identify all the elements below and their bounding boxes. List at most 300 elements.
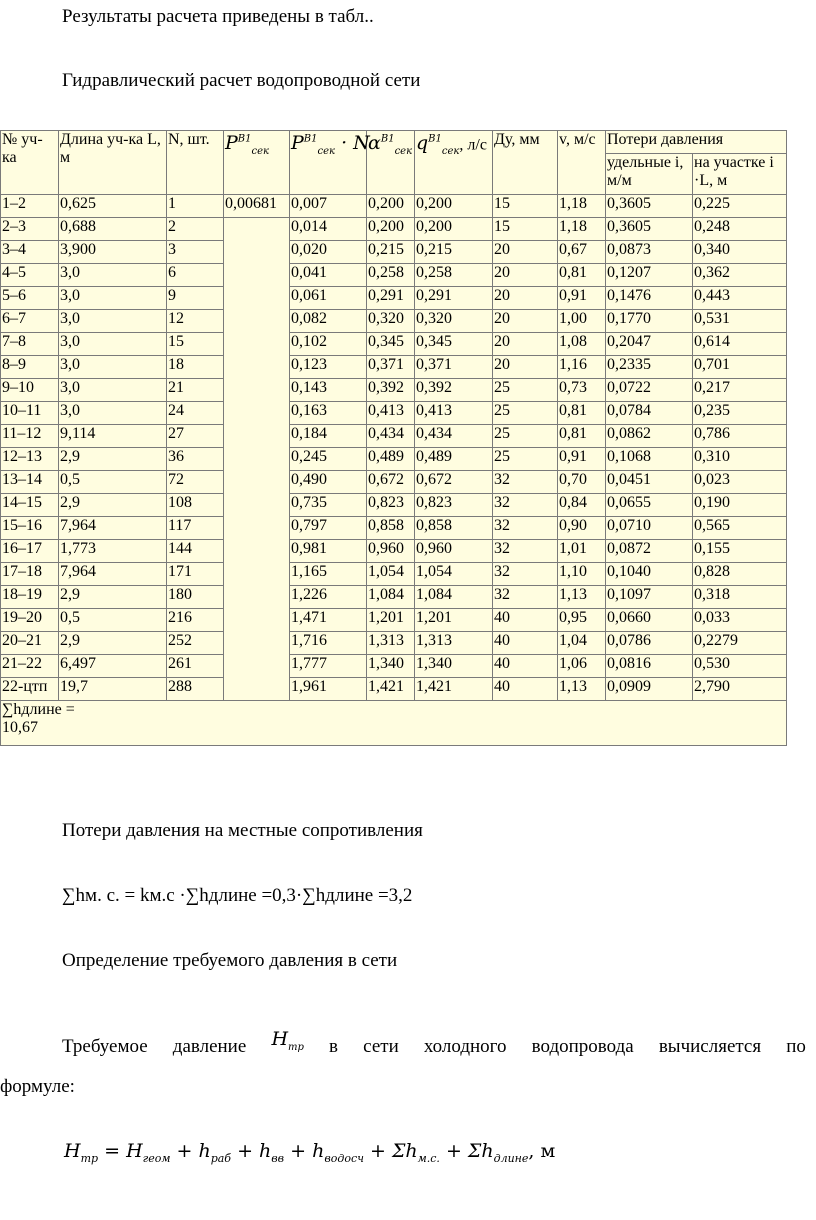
cell-count: 144 — [167, 540, 224, 563]
cell-p-value — [224, 678, 290, 701]
cell-section-loss: 0,362 — [693, 264, 787, 287]
cell-velocity: 1,00 — [558, 310, 606, 333]
cell-velocity: 1,04 — [558, 632, 606, 655]
cell-specific-loss: 0,0722 — [606, 379, 693, 402]
cell-p-value — [224, 241, 290, 264]
cell-pn: 0,184 — [290, 425, 367, 448]
cell-p-value — [224, 494, 290, 517]
cell-section-loss: 0,190 — [693, 494, 787, 517]
cell-diameter: 32 — [493, 494, 558, 517]
cell-pn: 0,014 — [290, 218, 367, 241]
cell-specific-loss: 0,1097 — [606, 586, 693, 609]
cell-section: 18–19 — [1, 586, 59, 609]
header-diameter: Ду, мм — [493, 131, 558, 195]
cell-flow: 1,054 — [415, 563, 493, 586]
cell-flow: 0,291 — [415, 287, 493, 310]
header-pn-product: $P^{В1}_{сек} \cdot N$ — [290, 131, 367, 195]
cell-section: 11–12 — [1, 425, 59, 448]
cell-velocity: 1,06 — [558, 655, 606, 678]
cell-section: 8–9 — [1, 356, 59, 379]
cell-diameter: 40 — [493, 609, 558, 632]
cell-length: 3,900 — [59, 241, 167, 264]
cell-length: 0,625 — [59, 195, 167, 218]
word: вычисляется — [658, 1036, 762, 1057]
cell-velocity: 0,91 — [558, 287, 606, 310]
cell-pn: 0,163 — [290, 402, 367, 425]
table-row — [1, 471, 787, 494]
cell-diameter: 25 — [493, 402, 558, 425]
cell-specific-loss: 0,3605 — [606, 195, 693, 218]
cell-section-loss: 0,614 — [693, 333, 787, 356]
cell-p-value — [224, 609, 290, 632]
header-velocity: v, м/с — [558, 131, 606, 195]
cell-length: 3,0 — [59, 356, 167, 379]
cell-flow: 1,421 — [415, 678, 493, 701]
cell-flow: 0,215 — [415, 241, 493, 264]
cell-p-value — [224, 425, 290, 448]
cell-p-value — [224, 655, 290, 678]
cell-alpha: 1,054 — [367, 563, 415, 586]
cell-diameter: 25 — [493, 448, 558, 471]
cell-specific-loss: 0,2047 — [606, 333, 693, 356]
cell-flow: 0,371 — [415, 356, 493, 379]
cell-specific-loss: 0,1068 — [606, 448, 693, 471]
cell-pn: 0,082 — [290, 310, 367, 333]
cell-count: 9 — [167, 287, 224, 310]
word: Требуемое — [62, 1036, 148, 1057]
cell-pn: 0,245 — [290, 448, 367, 471]
cell-flow: 0,960 — [415, 540, 493, 563]
cell-p-value — [224, 379, 290, 402]
cell-diameter: 25 — [493, 379, 558, 402]
cell-length: 2,9 — [59, 448, 167, 471]
cell-specific-loss: 0,0909 — [606, 678, 693, 701]
cell-length: 6,497 — [59, 655, 167, 678]
cell-section-loss: 0,155 — [693, 540, 787, 563]
cell-p-value — [224, 563, 290, 586]
cell-section-loss: 0,340 — [693, 241, 787, 264]
cell-count: 21 — [167, 379, 224, 402]
cell-velocity: 0,91 — [558, 448, 606, 471]
cell-diameter: 15 — [493, 218, 558, 241]
cell-section: 6–7 — [1, 310, 59, 333]
table-row — [1, 310, 787, 333]
cell-specific-loss: 0,0660 — [606, 609, 693, 632]
cell-p-value: 0,00681 — [224, 195, 290, 218]
word: водопровода — [531, 1036, 634, 1057]
local-losses-formula: ∑hм. с. = kм.с ·∑hдлине =0,3·∑hдлине =3,2 — [62, 885, 413, 906]
cell-alpha: 0,200 — [367, 218, 415, 241]
cell-section: 19–20 — [1, 609, 59, 632]
header-length: Длина уч-ка L, м — [59, 131, 167, 195]
cell-length: 0,688 — [59, 218, 167, 241]
header-p-probability: $P^{В1}_{сек}$ — [224, 131, 290, 195]
cell-pn: 0,020 — [290, 241, 367, 264]
cell-flow: 0,434 — [415, 425, 493, 448]
cell-specific-loss: 0,0872 — [606, 540, 693, 563]
table-row — [1, 448, 787, 471]
cell-velocity: 1,13 — [558, 586, 606, 609]
cell-flow: 1,340 — [415, 655, 493, 678]
cell-count: 3 — [167, 241, 224, 264]
cell-section: 17–18 — [1, 563, 59, 586]
cell-pn: 1,777 — [290, 655, 367, 678]
cell-count: 180 — [167, 586, 224, 609]
cell-count: 15 — [167, 333, 224, 356]
cell-velocity: 1,08 — [558, 333, 606, 356]
cell-specific-loss: 0,0784 — [606, 402, 693, 425]
cell-alpha: 0,823 — [367, 494, 415, 517]
cell-length: 7,964 — [59, 517, 167, 540]
cell-velocity: 0,73 — [558, 379, 606, 402]
cell-section-loss: 0,786 — [693, 425, 787, 448]
cell-length: 2,9 — [59, 586, 167, 609]
cell-alpha: 0,291 — [367, 287, 415, 310]
cell-length: 3,0 — [59, 264, 167, 287]
required-pressure-continuation: формуле: — [0, 1076, 75, 1097]
cell-count: 72 — [167, 471, 224, 494]
cell-section: 3–4 — [1, 241, 59, 264]
cell-alpha: 0,371 — [367, 356, 415, 379]
table-row — [1, 540, 787, 563]
cell-section: 12–13 — [1, 448, 59, 471]
cell-length: 9,114 — [59, 425, 167, 448]
cell-count: 288 — [167, 678, 224, 701]
cell-section-loss: 0,033 — [693, 609, 787, 632]
cell-diameter: 40 — [493, 678, 558, 701]
hydraulic-calc-table — [0, 130, 787, 746]
cell-velocity: 0,81 — [558, 402, 606, 425]
cell-specific-loss: 0,0655 — [606, 494, 693, 517]
cell-length: 3,0 — [59, 402, 167, 425]
cell-flow: 1,201 — [415, 609, 493, 632]
cell-flow: 0,320 — [415, 310, 493, 333]
word: в — [329, 1036, 339, 1057]
cell-section: 5–6 — [1, 287, 59, 310]
cell-p-value — [224, 540, 290, 563]
formula-term: $H_{геом}$ — [126, 1140, 171, 1165]
cell-flow: 0,823 — [415, 494, 493, 517]
cell-section-loss: 0,530 — [693, 655, 787, 678]
required-pressure-paragraph — [62, 1028, 806, 1067]
word: холодного — [423, 1036, 507, 1057]
cell-count: 27 — [167, 425, 224, 448]
cell-pn: 1,471 — [290, 609, 367, 632]
cell-alpha: 0,200 — [367, 195, 415, 218]
cell-velocity: 0,90 — [558, 517, 606, 540]
cell-section-loss: 2,790 — [693, 678, 787, 701]
cell-pn: 0,797 — [290, 517, 367, 540]
cell-count: 18 — [167, 356, 224, 379]
table-row — [1, 333, 787, 356]
cell-flow: 1,084 — [415, 586, 493, 609]
cell-alpha: 0,345 — [367, 333, 415, 356]
table-row — [1, 632, 787, 655]
word: давление — [172, 1036, 247, 1057]
table-row — [1, 655, 787, 678]
table-row — [1, 494, 787, 517]
table-row — [1, 264, 787, 287]
cell-alpha: 0,489 — [367, 448, 415, 471]
table-row — [1, 241, 787, 264]
cell-length: 3,0 — [59, 333, 167, 356]
cell-count: 261 — [167, 655, 224, 678]
cell-velocity: 1,01 — [558, 540, 606, 563]
cell-count: 117 — [167, 517, 224, 540]
cell-diameter: 20 — [493, 264, 558, 287]
cell-section: 22-цтп — [1, 678, 59, 701]
cell-alpha: 0,215 — [367, 241, 415, 264]
header-section-losses: на участке i ·L, м — [693, 154, 787, 195]
cell-flow: 0,413 — [415, 402, 493, 425]
table-row — [1, 287, 787, 310]
cell-section: 10–11 — [1, 402, 59, 425]
cell-section-loss: 0,225 — [693, 195, 787, 218]
cell-diameter: 32 — [493, 586, 558, 609]
cell-p-value — [224, 632, 290, 655]
cell-diameter: 20 — [493, 333, 558, 356]
cell-section: 13–14 — [1, 471, 59, 494]
cell-length: 1,773 — [59, 540, 167, 563]
cell-length: 0,5 — [59, 471, 167, 494]
cell-flow: 0,672 — [415, 471, 493, 494]
cell-p-value — [224, 218, 290, 241]
cell-diameter: 32 — [493, 471, 558, 494]
cell-section: 9–10 — [1, 379, 59, 402]
cell-velocity: 1,10 — [558, 563, 606, 586]
cell-flow: 0,345 — [415, 333, 493, 356]
cell-flow: 0,200 — [415, 195, 493, 218]
cell-specific-loss: 0,1476 — [606, 287, 693, 310]
cell-p-value — [224, 356, 290, 379]
cell-pn: 0,123 — [290, 356, 367, 379]
cell-flow: 0,858 — [415, 517, 493, 540]
cell-diameter: 40 — [493, 632, 558, 655]
cell-section-loss: 0,565 — [693, 517, 787, 540]
cell-specific-loss: 0,0862 — [606, 425, 693, 448]
cell-specific-loss: 0,0786 — [606, 632, 693, 655]
cell-pn: 0,143 — [290, 379, 367, 402]
cell-diameter: 25 — [493, 425, 558, 448]
cell-section: 1–2 — [1, 195, 59, 218]
cell-length: 3,0 — [59, 287, 167, 310]
cell-count: 6 — [167, 264, 224, 287]
cell-length: 19,7 — [59, 678, 167, 701]
cell-p-value — [224, 264, 290, 287]
cell-diameter: 20 — [493, 310, 558, 333]
cell-count: 12 — [167, 310, 224, 333]
cell-alpha: 1,084 — [367, 586, 415, 609]
table-heading: Гидравлический расчет водопроводной сети — [62, 70, 421, 91]
cell-section: 20–21 — [1, 632, 59, 655]
cell-alpha: 1,421 — [367, 678, 415, 701]
cell-p-value — [224, 448, 290, 471]
table-row — [1, 678, 787, 701]
cell-specific-loss: 0,0451 — [606, 471, 693, 494]
header-device-count: N, шт. — [167, 131, 224, 195]
cell-velocity: 0,67 — [558, 241, 606, 264]
cell-section-loss: 0,531 — [693, 310, 787, 333]
cell-section-loss: 0,2279 — [693, 632, 787, 655]
cell-specific-loss: 0,1207 — [606, 264, 693, 287]
cell-flow: 0,489 — [415, 448, 493, 471]
cell-flow: 0,392 — [415, 379, 493, 402]
cell-velocity: 0,81 — [558, 425, 606, 448]
cell-section-loss: 0,443 — [693, 287, 787, 310]
cell-section: 16–17 — [1, 540, 59, 563]
cell-p-value — [224, 310, 290, 333]
cell-count: 252 — [167, 632, 224, 655]
cell-count: 171 — [167, 563, 224, 586]
cell-specific-loss: 0,0710 — [606, 517, 693, 540]
cell-section: 15–16 — [1, 517, 59, 540]
cell-alpha: 0,413 — [367, 402, 415, 425]
cell-count: 36 — [167, 448, 224, 471]
cell-diameter: 32 — [493, 563, 558, 586]
cell-alpha: 1,313 — [367, 632, 415, 655]
word: сети — [363, 1036, 399, 1057]
cell-velocity: 1,13 — [558, 678, 606, 701]
cell-count: 24 — [167, 402, 224, 425]
cell-diameter: 15 — [493, 195, 558, 218]
cell-section: 7–8 — [1, 333, 59, 356]
cell-pn: 0,102 — [290, 333, 367, 356]
cell-count: 216 — [167, 609, 224, 632]
cell-velocity: 0,70 — [558, 471, 606, 494]
cell-section-loss: 0,318 — [693, 586, 787, 609]
cell-alpha: 1,201 — [367, 609, 415, 632]
table-row — [1, 379, 787, 402]
header-specific-losses: удельные i, м/м — [606, 154, 693, 195]
cell-specific-loss: 0,1040 — [606, 563, 693, 586]
cell-section-loss: 0,023 — [693, 471, 787, 494]
cell-p-value — [224, 287, 290, 310]
cell-velocity: 1,16 — [558, 356, 606, 379]
table-row — [1, 563, 787, 586]
cell-specific-loss: 0,2335 — [606, 356, 693, 379]
cell-alpha: 0,434 — [367, 425, 415, 448]
cell-length: 2,9 — [59, 632, 167, 655]
cell-pn: 1,165 — [290, 563, 367, 586]
cell-diameter: 40 — [493, 655, 558, 678]
cell-pn: 0,981 — [290, 540, 367, 563]
cell-pn: 1,961 — [290, 678, 367, 701]
cell-velocity: 0,81 — [558, 264, 606, 287]
cell-section: 4–5 — [1, 264, 59, 287]
cell-pn: 0,061 — [290, 287, 367, 310]
cell-length: 3,0 — [59, 310, 167, 333]
cell-p-value — [224, 402, 290, 425]
cell-specific-loss: 0,0873 — [606, 241, 693, 264]
cell-specific-loss: 0,1770 — [606, 310, 693, 333]
table-row — [1, 356, 787, 379]
cell-length: 0,5 — [59, 609, 167, 632]
cell-diameter: 32 — [493, 540, 558, 563]
cell-specific-loss: 0,3605 — [606, 218, 693, 241]
cell-flow: 0,200 — [415, 218, 493, 241]
cell-count: 1 — [167, 195, 224, 218]
cell-alpha: 0,960 — [367, 540, 415, 563]
cell-alpha: 0,320 — [367, 310, 415, 333]
table-row — [1, 609, 787, 632]
cell-pn: 0,007 — [290, 195, 367, 218]
total-friction-losses: ∑hдлине = 10,67 — [2, 701, 75, 736]
cell-velocity: 1,18 — [558, 195, 606, 218]
cell-pn: 0,041 — [290, 264, 367, 287]
cell-velocity: 0,95 — [558, 609, 606, 632]
cell-p-value — [224, 586, 290, 609]
cell-section-loss: 0,248 — [693, 218, 787, 241]
cell-specific-loss: 0,0816 — [606, 655, 693, 678]
cell-alpha: 0,672 — [367, 471, 415, 494]
cell-p-value — [224, 471, 290, 494]
table-row — [1, 218, 787, 241]
cell-flow: 0,258 — [415, 264, 493, 287]
cell-velocity: 0,84 — [558, 494, 606, 517]
cell-count: 2 — [167, 218, 224, 241]
header-flow-rate: $q^{В1}_{сек}$, л/с — [415, 131, 493, 195]
cell-section-loss: 0,828 — [693, 563, 787, 586]
formula-term: $\Sigma h_{длине}$ — [467, 1140, 529, 1165]
cell-p-value — [224, 517, 290, 540]
cell-diameter: 32 — [493, 517, 558, 540]
cell-diameter: 20 — [493, 241, 558, 264]
cell-length: 2,9 — [59, 494, 167, 517]
word: по — [786, 1036, 806, 1057]
cell-section-loss: 0,701 — [693, 356, 787, 379]
table-total-row — [1, 701, 787, 746]
cell-pn: 0,490 — [290, 471, 367, 494]
cell-pn: 1,716 — [290, 632, 367, 655]
table-row — [1, 425, 787, 448]
required-pressure-heading: Определение требуемого давления в сети — [62, 950, 398, 971]
required-pressure-formula: $H_{тр} = H_{геом} + h_{раб} + h_{вв} + h_{водосч} + \Sigma h_{м.с.} + \Sigma h_{длине}$, м — [64, 1140, 556, 1165]
table-row — [1, 517, 787, 540]
cell-diameter: 20 — [493, 356, 558, 379]
cell-pn: 0,735 — [290, 494, 367, 517]
formula-term: $\Sigma h_{м.с.}$ — [391, 1140, 440, 1165]
formula-term: $h_{раб}$ — [198, 1140, 232, 1165]
cell-p-value — [224, 333, 290, 356]
cell-section: 14–15 — [1, 494, 59, 517]
cell-count: 108 — [167, 494, 224, 517]
header-section-number: № уч-ка — [1, 131, 59, 195]
formula-term: $h_{водосч}$ — [312, 1140, 364, 1165]
cell-velocity: 1,18 — [558, 218, 606, 241]
cell-section-loss: 0,235 — [693, 402, 787, 425]
cell-section-loss: 0,217 — [693, 379, 787, 402]
cell-length: 3,0 — [59, 379, 167, 402]
cell-section-loss: 0,310 — [693, 448, 787, 471]
cell-alpha: 0,392 — [367, 379, 415, 402]
intro-text: Результаты расчета приведены в табл.. — [62, 6, 374, 27]
cell-pn: 1,226 — [290, 586, 367, 609]
cell-flow: 1,313 — [415, 632, 493, 655]
cell-section: 2–3 — [1, 218, 59, 241]
table-row — [1, 402, 787, 425]
table-row — [1, 586, 787, 609]
local-losses-heading: Потери давления на местные сопротивления — [62, 820, 423, 841]
table-row — [1, 195, 787, 218]
cell-alpha: 0,858 — [367, 517, 415, 540]
h-tr-symbol: $H_{тр}$ — [271, 1028, 304, 1053]
header-alpha-coefficient: $\alpha^{В1}_{сек}$ — [367, 131, 415, 195]
cell-alpha: 1,340 — [367, 655, 415, 678]
header-pressure-losses: Потери давления — [606, 131, 787, 154]
cell-section: 21–22 — [1, 655, 59, 678]
cell-alpha: 0,258 — [367, 264, 415, 287]
cell-length: 7,964 — [59, 563, 167, 586]
